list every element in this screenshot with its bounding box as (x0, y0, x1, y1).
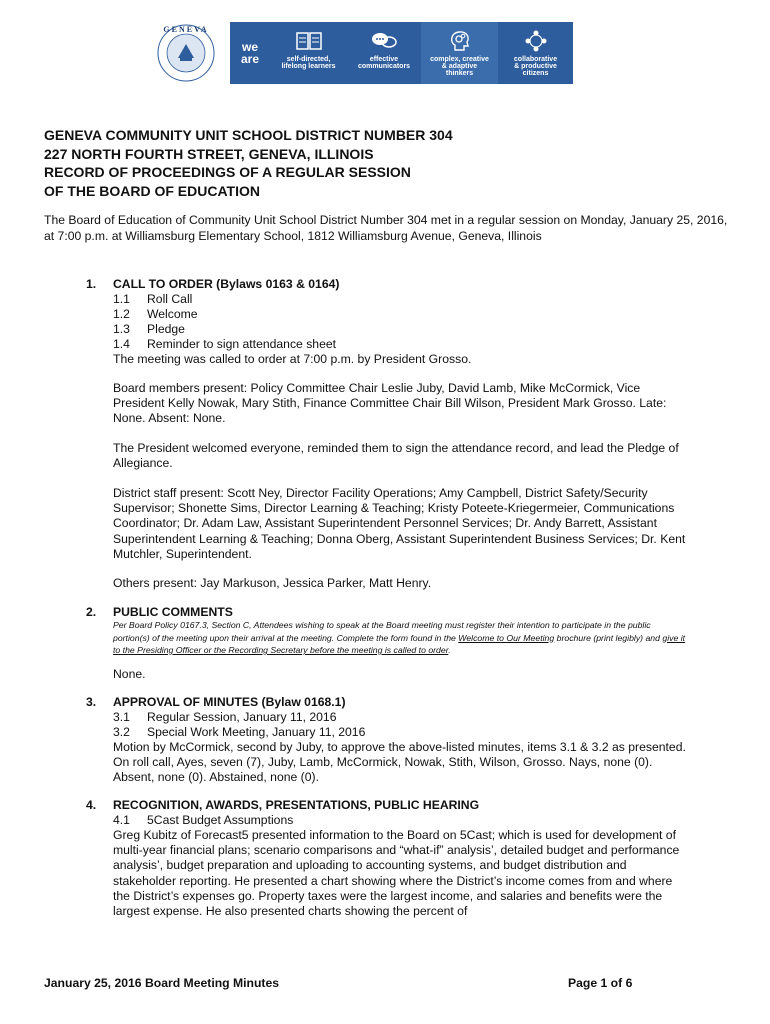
section-title-public-comments: PUBLIC COMMENTS (113, 605, 233, 619)
agenda-subitem: 3.1 Regular Session, January 11, 2016 (113, 710, 337, 724)
section-number: 4. (86, 798, 97, 812)
section-title-approval-of-minutes: APPROVAL OF MINUTES (Bylaw 0168.1) (113, 695, 346, 709)
public-comment-policy-note: Per Board Policy 0167.3, Section C, Attendees wishing to speak at the Board meeting must register their intention to participate in the public portion(s) of the meeting upon their arrival at the meeting. Complete the form found in the Welcome to Our Meeting brochure (print legibly) and give it to the Presiding Officer or the Recording Secretary before the meeting is called to order. (113, 620, 686, 655)
meeting-called-text: The meeting was called to order at 7:00 p.m. by President Grosso. (113, 352, 472, 366)
welcome-brochure-link-text: Welcome to Our Meeting (458, 632, 555, 643)
banner-segment-citizens (498, 22, 573, 84)
agenda-subitem-list (113, 710, 365, 740)
document-heading (44, 126, 453, 200)
speech-bubbles-icon (370, 28, 398, 54)
section-number: 1. (86, 277, 97, 291)
agenda-subitem: 4.1 5Cast Budget Assumptions (113, 813, 294, 827)
book-icon (295, 28, 323, 54)
are-label: are (240, 52, 260, 66)
segment-caption: effective communicators (357, 56, 411, 70)
footer-page-number: Page 1 of 6 (568, 976, 633, 990)
segment-caption: collaborative & productive citizens (513, 56, 558, 77)
footer-meeting-title: January 25, 2016 Board Meeting Minutes (44, 976, 280, 990)
people-network-icon (522, 28, 550, 54)
heading-line-record: RECORD OF PROCEEDINGS OF A REGULAR SESSION (44, 164, 411, 180)
we-are-panel (230, 22, 270, 84)
intro-paragraph: The Board of Education of Community Unit School District Number 304 met in a regular session on Monday, January 25, 2016, at 7:00 p.m. at Williamsburg Elementary School, 1812 Williamsburg Avenue, Geneva, Illinois (44, 213, 728, 243)
minutes-motion-text: Motion by McCormick, second by Juby, to approve the above-listed minutes, items 3.1 & 3.2 as presented. On roll call, Ayes, seven (7), Juby, Lamb, McCormick, Nowak, Stith, Wilson, Grosso. Nays, none (0). Absent, none (0). Abstained, none (0). (113, 740, 686, 785)
agenda-subitem: 1.4 Reminder to sign attendance sheet (113, 337, 337, 351)
segment-caption: self-directed, lifelong learners (281, 56, 336, 70)
section-title-call-to-order: CALL TO ORDER (Bylaws 0163 & 0164) (113, 277, 340, 291)
agenda-subitem-list (113, 813, 293, 828)
segment-caption: complex, creative & adaptive thinkers (430, 56, 489, 77)
svg-text:GENEVA: GENEVA (163, 25, 209, 34)
agenda-subitem-list (113, 292, 336, 352)
president-welcome-text: The President welcomed everyone, reminded them to sign the attendance record, and lead the Pledge of Allegiance. (113, 441, 679, 471)
gears-head-icon (446, 28, 474, 54)
5cast-presentation-text: Greg Kubitz of Forecast5 presented information to the Board on 5Cast; which is used for development of multi-year financial plans; scenario comparisons and “what-if” analysis’, detailed budget and performance analysis’, budget preparation and uploading to accounting systems, and budget distribution and stakeholder reporting. He presented a chart showing where the District’s income comes from and where the District’s expenses go. Property taxes were the largest income, and salaries and benefits were the largest expense. He also presented charts showing the percent of (113, 828, 680, 919)
district-staff-present: District staff present: Scott Ney, Director Facility Operations; Amy Campbell, District Safety/Security Supervisor; Shonette Sims, Director Learning & Teaching; Kristy Poteete-Kriegermeier, Communications Coordinator; Dr. Adam Law, Assistant Superintendent Personnel Services; Dr. Andy Barrett, Assistant Superintendent Learning & Teaching; Donna Oberg, Assistant Superintendent Business Services; Dr. Kent Mutchler, Superintendent. (113, 486, 686, 561)
banner-segment-learners (270, 22, 347, 84)
agenda-subitem: 3.2 Special Work Meeting, January 11, 2016 (113, 725, 366, 739)
geneva-seal-logo (150, 22, 230, 84)
board-members-present: Board members present: Policy Committee Chair Leslie Juby, David Lamb, Mike McCormick, Vice President Kelly Nowak, Mary Stith, Finance Committee Chair Bill Wilson, President Mark Grosso. Late: None. Absent: None. (113, 381, 667, 426)
banner-segment-thinkers (421, 22, 498, 84)
presiding-officer-instruction: give it to the Presiding Officer or the Recording Secretary before the meeting is called to order (113, 632, 686, 655)
others-present: Others present: Jay Markuson, Jessica Parker, Matt Henry. (113, 576, 432, 590)
section-title-recognition: RECOGNITION, AWARDS, PRESENTATIONS, PUBLIC HEARING (113, 798, 480, 812)
agenda-subitem: 1.3 Pledge (113, 322, 185, 336)
heading-line-board: OF THE BOARD OF EDUCATION (44, 182, 260, 199)
agenda-subitem: 1.2 Welcome (113, 307, 198, 321)
public-comments-none: None. (113, 667, 146, 681)
heading-line-address: 227 NORTH FOURTH STREET, GENEVA, ILLINOIS (44, 145, 374, 162)
heading-line-district: GENEVA COMMUNITY UNIT SCHOOL DISTRICT NUMBER 304 (44, 127, 453, 143)
section-number: 3. (86, 695, 97, 709)
section-number: 2. (86, 605, 97, 619)
we-label: we (241, 40, 258, 54)
banner-segment-communicators (347, 22, 421, 84)
district-banner (150, 22, 573, 84)
agenda-subitem: 1.1 Roll Call (113, 292, 193, 306)
